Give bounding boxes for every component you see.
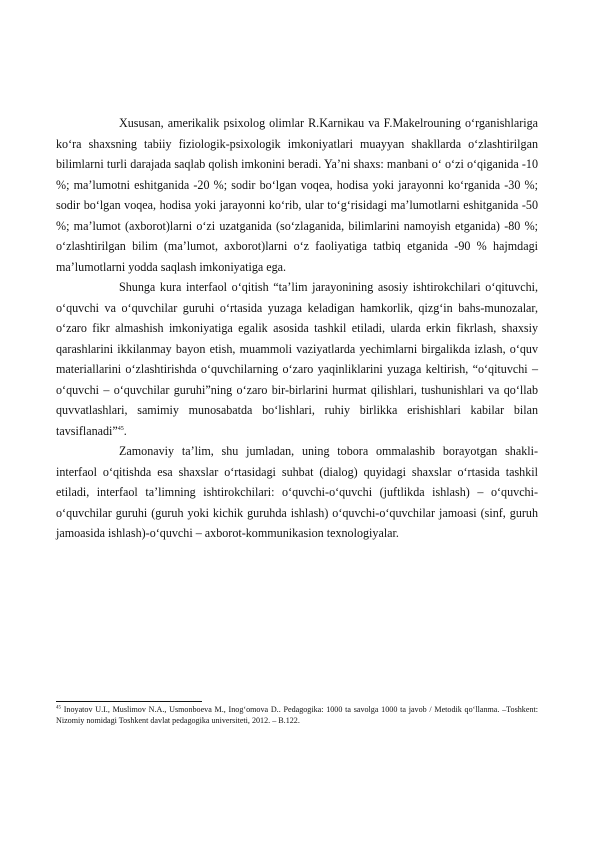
main-text	[56, 113, 538, 544]
footnote-reference[interactable]: 45	[117, 425, 124, 432]
paragraph-2	[56, 277, 538, 441]
paragraph-2-text: Shunga kura interfaol o‘qitish “ta’lim jarayonining asosiy ishtirokchilari o‘qituvchi, o‘quvchi va o‘quvchilar guruhi o‘rtasida yuzaga keladigan hamkorlik, qizg‘in bahs-munozalar, o‘zaro fikr almashish imkoniyatiga egalik asosida tashkil etiladi, ularda erkin fikrlash, shaxsiy qarashlarini ikkilanmay bayon etish, muammoli vaziyatlarda yechimlarni birgalikda izlash, o‘quv materiallarini o‘zlashtirishda o‘quvchilarning o‘zaro yaqinliklarini yuzaga keltirish, “o‘qituvchi – o‘quvchi – o‘quvchilar guruhi”ning o‘zaro bir-birlarini hurmat qilishlari, tushunishlari va qo‘llab quvvatlashlari, samimiy munosabatda bo‘lishlari, ruhiy birlikka erishishlari kabilar bilan tavsiflanadi”	[56, 280, 538, 438]
footnote	[56, 705, 538, 726]
footnote-text: Inoyatov U.I., Muslimov N.A., Usmonboeva M., Inog‘omova D.. Pedagogika: 1000 ta savolga 1000 ta javob / Metodik qo‘llanma. –Toshkent: Nizomiy nomidagi Toshkent davlat pedagogika universiteti, 2012. – B.122.	[56, 705, 538, 725]
footnote-divider	[56, 701, 202, 702]
paragraph-1: Xususan, amerikalik psixolog olimlar R.Karnikau va F.Makelrouning o‘rganishlariga ko‘ra shaxsning tabiiy fiziologik-psixologik imkoniyatlari muayyan shakllarda o‘zlashtirilgan bilimlarni turli darajada saqlab qolish imkonini beradi. Ya’ni shaxs: manbani o‘ o‘zi o‘qiganida -10 %; ma’lumotni eshitganida -20 %; sodir bo‘lgan voqea, hodisa yoki jarayonni ko‘rganida -30 %; sodir bo‘lgan voqea, hodisa yoki jarayonni ko‘rib, ular to‘g‘risidagi ma’lumotlarni eshitganida -50 %; ma’lumot (axborot)larni o‘zi uzatganida (so‘zlaganida, bilimlarini namoyish etganida) -80 %; o‘zlashtirilgan bilim (ma’lumot, axborot)larni o‘z faoliyatiga tatbiq etganida -90 % hajmdagi ma’lumotlarni yodda saqlash imkoniyatiga ega.	[56, 116, 538, 274]
paragraph-3: Zamonaviy ta’lim, shu jumladan, uning tobora ommalashib borayotgan shakli-interfaol o‘qitishda esa shaxslar o‘rtasidagi suhbat (dialog) quyidagi shaxslar o‘rtasida tashkil etiladi, interfaol ta’limning ishtirokchilari: o‘quvchi-o‘quvchi (juftlikda ishlash) – o‘quvchi-o‘quvchilar guruhi (guruh yoki kichik guruhda ishlash) o‘quvchi-o‘quvchilar jamoasi (sinf, guruh jamoasida ishlash)-o‘quvchi – axborot-kommunikasion texnologiyalar.	[56, 444, 538, 540]
paragraph-2-period: .	[123, 423, 127, 438]
footnote-number: 45	[56, 705, 61, 711]
